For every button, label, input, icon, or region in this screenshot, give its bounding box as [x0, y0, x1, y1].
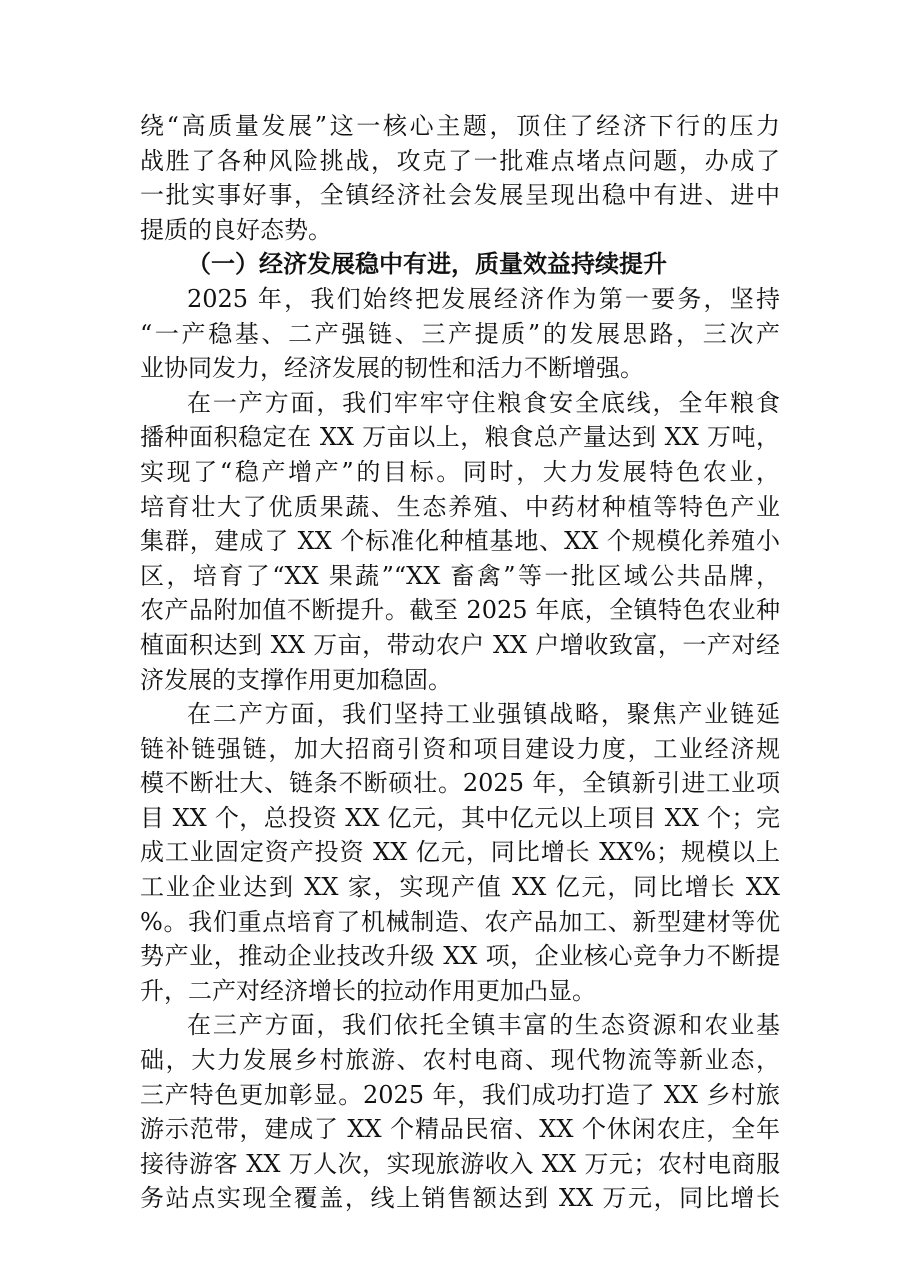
section-heading: （一）经济发展稳中有进，质量效益持续提升	[187, 249, 667, 279]
paragraph-line: 业协同发力，经济发展的韧性和活力不断增强。	[140, 354, 644, 383]
document-body	[140, 109, 780, 1216]
paragraph-line: 一批实事好事，全镇经济社会发展呈现出稳中有进、进中	[140, 181, 780, 210]
paragraph-line: 目 XX 个，总投资 XX 亿元，其中亿元以上项目 XX 个；完	[140, 803, 780, 832]
paragraph-line: 接待游客 XX 万人次，实现旅游收入 XX 万元；农村电商服	[140, 1149, 780, 1178]
paragraph-line: 济发展的支撑作用更加稳固。	[140, 665, 452, 694]
paragraph-line: 础，大力发展乡村旅游、农村电商、现代物流等新业态，	[140, 1046, 780, 1075]
paragraph-line: %。我们重点培育了机械制造、农产品加工、新型建材等优	[140, 907, 780, 936]
paragraph-line: 链补链强链，加大招商引资和项目建设力度，工业经济规	[140, 734, 780, 763]
paragraph-line: 绕“高质量发展”这一核心主题，顶住了经济下行的压力	[140, 112, 780, 140]
paragraph-line: 成工业固定资产投资 XX 亿元，同比增长 XX%；规模以上	[140, 838, 780, 867]
paragraph-line: 势产业，推动企业技改升级 XX 项，企业核心竞争力不断提	[140, 942, 780, 971]
paragraph-line: “一产稳基、二产强链、三产提质”的发展思路，三次产	[140, 319, 780, 348]
paragraph-line: 务站点实现全覆盖，线上销售额达到 XX 万元，同比增长	[140, 1184, 780, 1213]
paragraph-line: 区，培育了“XX 果蔬”“XX 畜禽”等一批区域公共品牌，	[140, 561, 780, 590]
paragraph-line: 游示范带，建成了 XX 个精品民宿、XX 个休闲农庄，全年	[140, 1115, 780, 1144]
paragraph-line: 在一产方面，我们牢牢守住粮食安全底线，全年粮食	[187, 388, 780, 417]
paragraph-line: 三产特色更加彰显。2025 年，我们成功打造了 XX 乡村旅	[140, 1080, 780, 1109]
paragraph-line: 提质的良好态势。	[140, 215, 332, 244]
paragraph-line: 2025 年，我们始终把发展经济作为第一要务，坚持	[187, 284, 780, 313]
paragraph-line: 在二产方面，我们坚持工业强镇战略，聚焦产业链延	[187, 700, 780, 729]
paragraph-line: 在三产方面，我们依托全镇丰富的生态资源和农业基	[187, 1011, 780, 1040]
paragraph-line: 实现了“稳产增产”的目标。同时，大力发展特色农业，	[140, 457, 780, 486]
paragraph-line: 培育壮大了优质果蔬、生态养殖、中药材种植等特色产业	[140, 492, 780, 521]
paragraph-line: 植面积达到 XX 万亩，带动农户 XX 户增收致富，一产对经	[140, 630, 780, 659]
paragraph-line: 战胜了各种风险挑战，攻克了一批难点堵点问题，办成了	[140, 146, 780, 175]
paragraph-line: 模不断壮大、链条不断硕壮。2025 年，全镇新引进工业项	[140, 769, 780, 798]
paragraph-line: 播种面积稳定在 XX 万亩以上，粮食总产量达到 XX 万吨，	[140, 423, 780, 452]
paragraph-line: 工业企业达到 XX 家，实现产值 XX 亿元，同比增长 XX	[140, 873, 780, 902]
paragraph-line: 农产品附加值不断提升。截至 2025 年底，全镇特色农业种	[140, 596, 780, 625]
paragraph-line: 升，二产对经济增长的拉动作用更加凸显。	[140, 976, 596, 1005]
paragraph-line: 集群，建成了 XX 个标准化种植基地、XX 个规模化养殖小	[140, 527, 780, 556]
